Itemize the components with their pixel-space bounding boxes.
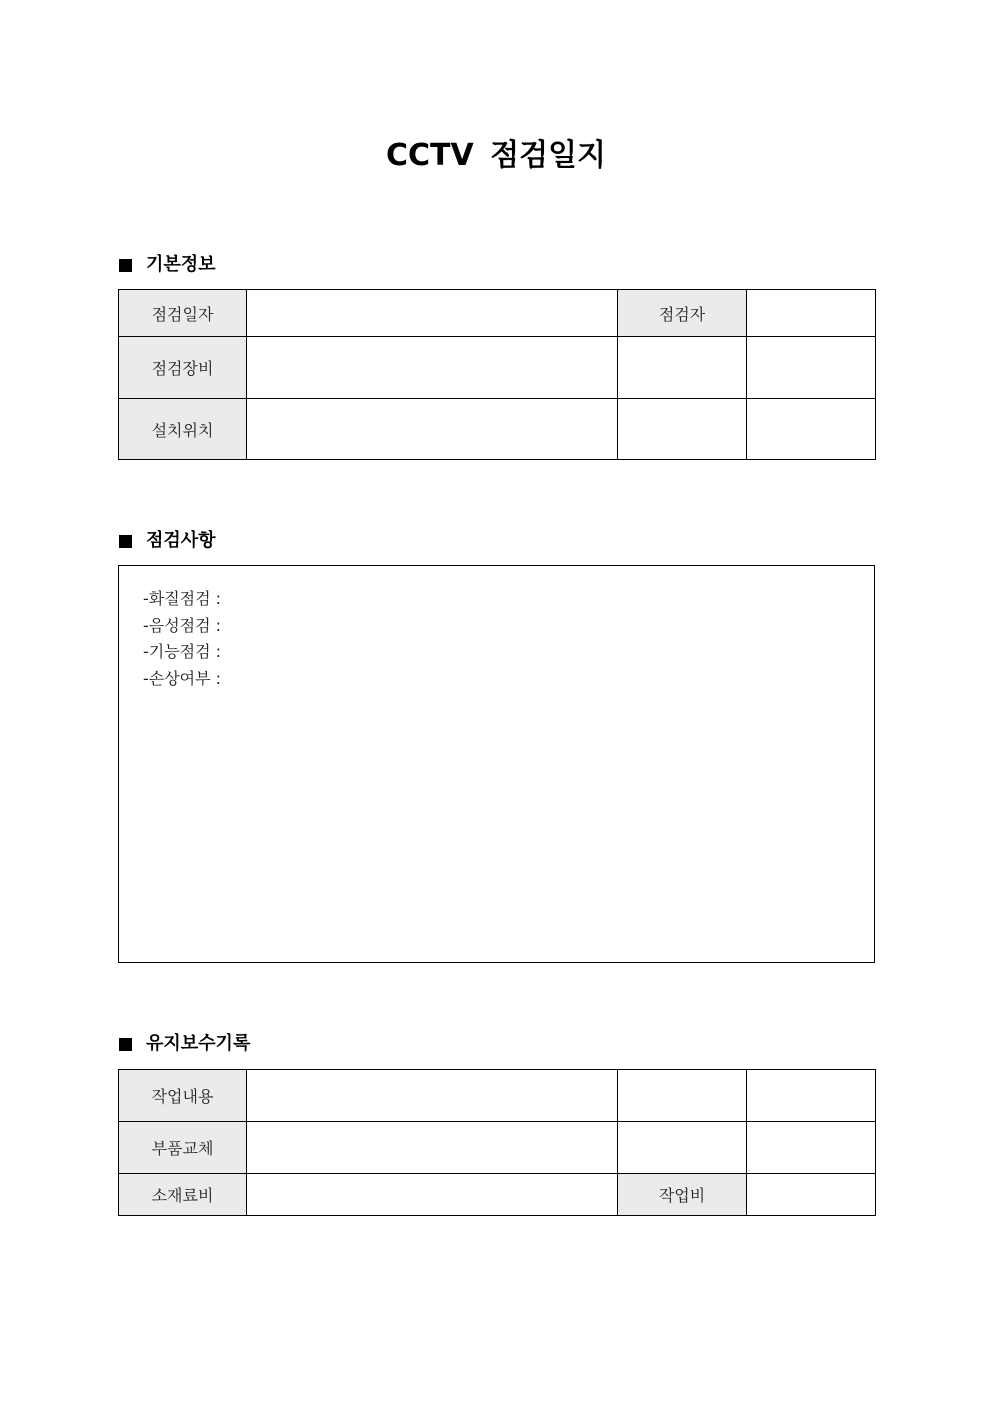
labor-cost-label: 작업비 (618, 1174, 747, 1216)
blank-cell[interactable] (747, 399, 876, 460)
table-row (119, 1122, 876, 1174)
maintenance-table (118, 1069, 876, 1216)
table-row (119, 337, 876, 399)
section-heading-label: 유지보수기록 (146, 1033, 251, 1054)
material-cost-field[interactable] (247, 1174, 618, 1216)
inspection-item-image-quality: -화질점검 : (143, 589, 222, 608)
section-heading-maintenance (119, 1032, 250, 1056)
inspection-item-damage: -손상여부 : (143, 668, 222, 688)
install-location-label: 설치위치 (119, 399, 247, 460)
install-location-field[interactable] (247, 399, 618, 460)
inspection-items-list (143, 586, 221, 692)
square-bullet-icon (119, 535, 132, 548)
blank-cell[interactable] (747, 1122, 876, 1174)
section-heading-basic-info (119, 253, 216, 277)
labor-cost-field[interactable] (747, 1174, 876, 1216)
blank-cell[interactable] (618, 337, 747, 399)
work-content-label: 작업내용 (119, 1070, 247, 1122)
material-cost-label: 소재료비 (119, 1174, 247, 1216)
inspector-label: 점검자 (618, 290, 747, 337)
table-row (119, 399, 876, 460)
table-row (119, 1174, 876, 1216)
page-title: CCTV 점검일지 (385, 138, 607, 173)
parts-replacement-label: 부품교체 (119, 1122, 247, 1174)
blank-cell[interactable] (747, 1070, 876, 1122)
inspection-item-audio: -음성점검 : (143, 615, 222, 635)
work-content-field[interactable] (247, 1070, 618, 1122)
square-bullet-icon (119, 259, 132, 272)
inspector-field[interactable] (747, 290, 876, 337)
parts-replacement-field[interactable] (247, 1122, 618, 1174)
blank-cell[interactable] (747, 337, 876, 399)
table-row (119, 290, 876, 337)
inspection-date-field[interactable] (247, 290, 618, 337)
basic-info-table (118, 289, 876, 460)
inspection-equipment-field[interactable] (247, 337, 618, 399)
section-heading-inspection (119, 529, 216, 553)
section-heading-label: 점검사항 (146, 530, 216, 551)
blank-cell[interactable] (618, 1070, 747, 1122)
inspection-equipment-label: 점검장비 (119, 337, 247, 399)
inspection-item-function: -기능점검 : (143, 642, 222, 661)
section-heading-label: 기본정보 (146, 254, 216, 275)
blank-cell[interactable] (618, 399, 747, 460)
table-row (119, 1070, 876, 1122)
blank-cell[interactable] (618, 1122, 747, 1174)
square-bullet-icon (119, 1038, 132, 1051)
inspection-notes-box[interactable] (118, 565, 875, 963)
inspection-date-label: 점검일자 (119, 290, 247, 337)
